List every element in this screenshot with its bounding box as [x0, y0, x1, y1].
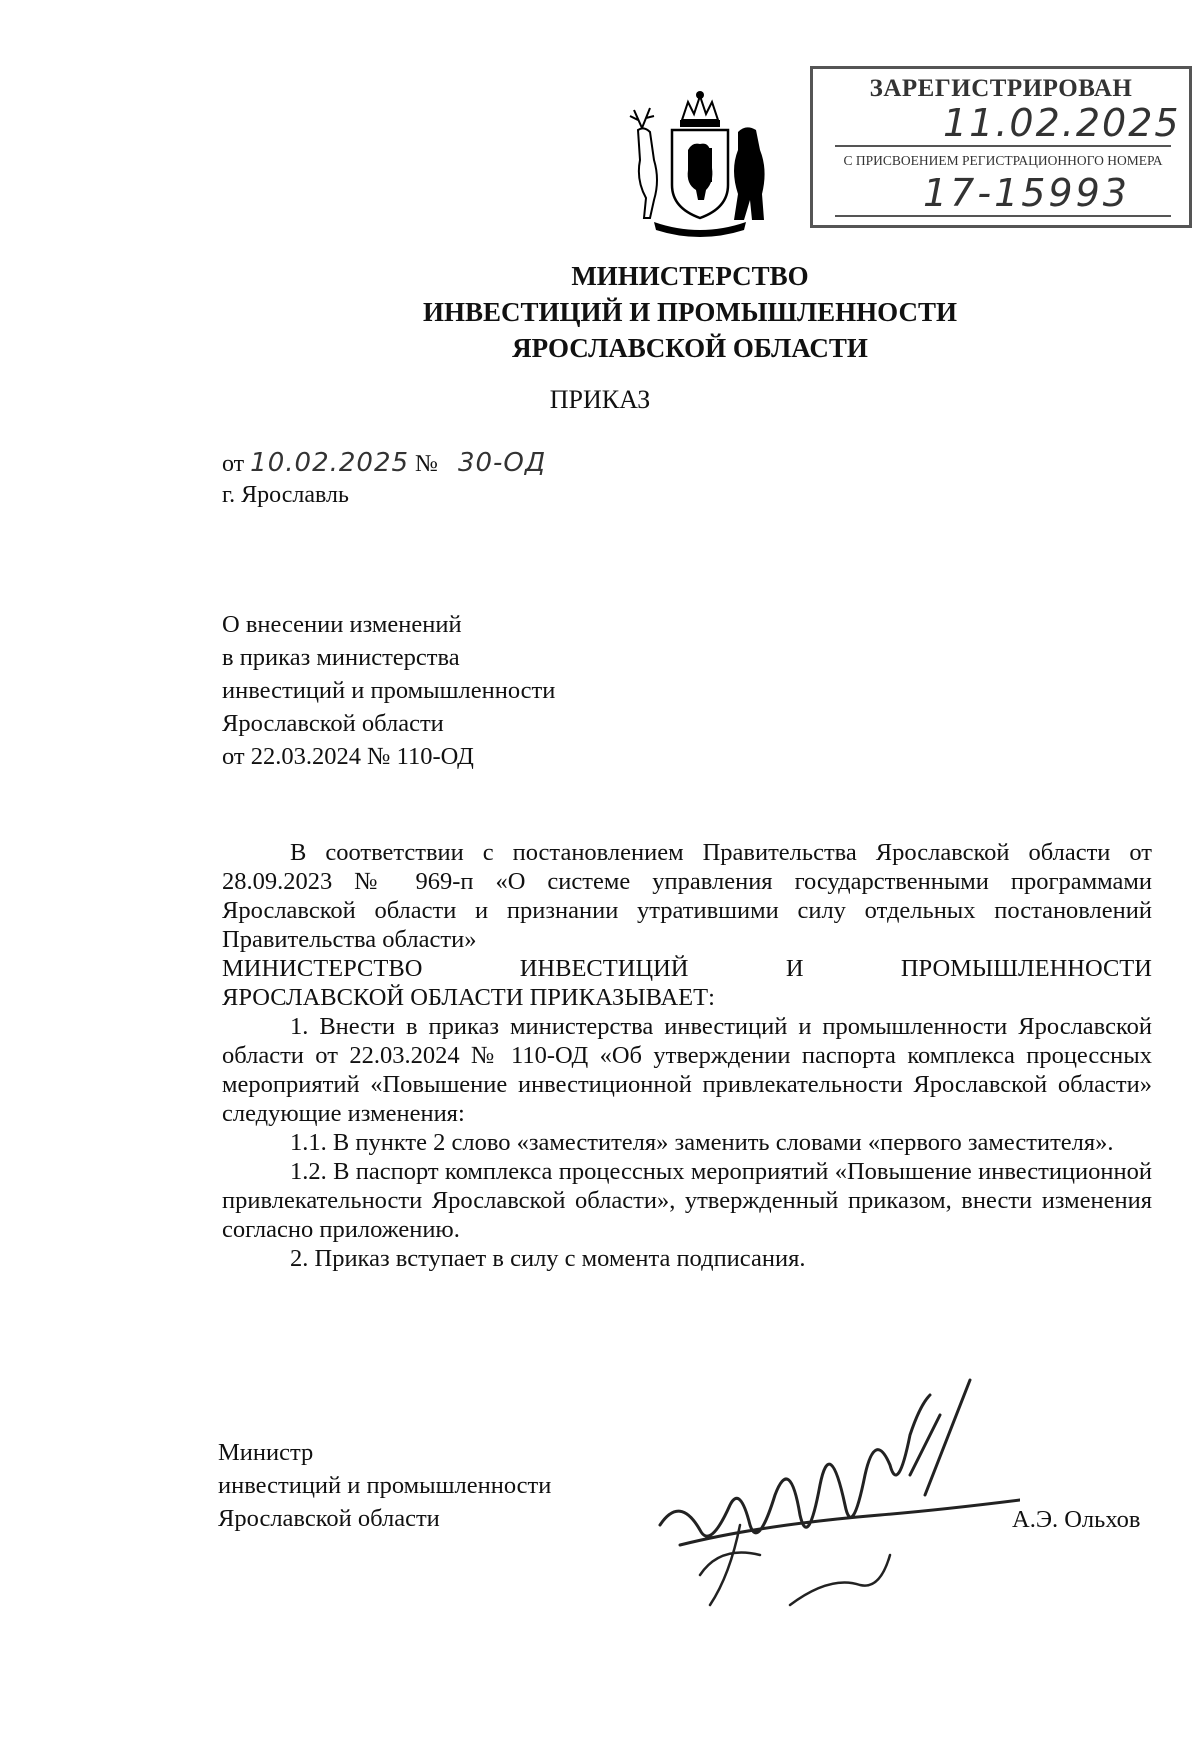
- stamp-divider: [835, 215, 1171, 217]
- subject-line: Ярославской области: [222, 710, 444, 737]
- stamp-number: 17-15993: [923, 171, 1130, 215]
- signatory-name: А.Э. Ольхов: [1012, 1506, 1141, 1533]
- body-intro: В соответствии с постановлением Правительства Ярославской области от 28.09.2023 № 969-п «О системе управления государственными программами Ярославской области и признании утратившими силу отдельных постановлений Правительства области»: [222, 839, 1152, 953]
- body-item-1: 1. Внести в приказ министерства инвестиций и промышленности Ярославской области от 22.03.2024 № 110-ОД «Об утверждении паспорта комплекса процессных мероприятий «Повышение инвестиционной привлекательности Ярославской области» следующие изменения:: [222, 1013, 1152, 1127]
- order-date: 10.02.2025: [250, 448, 410, 478]
- document-type: ПРИКАЗ: [549, 385, 651, 414]
- body-item-1-1: 1.1. В пункте 2 слово «заместителя» заменить словами «первого заместителя».: [290, 1129, 1114, 1156]
- from-label: от: [222, 451, 245, 477]
- order-number: 30-ОД: [457, 448, 547, 478]
- body-item-2: 2. Приказ вступает в силу с момента подписания.: [290, 1245, 806, 1272]
- order-subject: [222, 608, 555, 773]
- position-line: инвестиций и промышленности: [218, 1472, 552, 1499]
- subject-line: инвестиций и промышленности: [222, 677, 556, 704]
- header-line: МИНИСТЕРСТВО: [571, 261, 809, 291]
- order-date-number: [222, 448, 546, 478]
- position-line: Министр: [218, 1439, 314, 1466]
- caps-word: ПРОМЫШЛЕННОСТИ: [900, 955, 1152, 982]
- subject-line: от 22.03.2024 № 110-ОД: [222, 743, 474, 770]
- stamp-subtitle: С ПРИСВОЕНИЕМ РЕГИСТРАЦИОННОГО НОМЕРА: [843, 153, 1163, 168]
- registration-stamp: [810, 66, 1192, 228]
- stamp-title: ЗАРЕГИСТРИРОВАН: [869, 75, 1133, 102]
- body-caps-line2: ЯРОСЛАВСКОЙ ОБЛАСТИ ПРИКАЗЫВАЕТ:: [222, 984, 715, 1011]
- order-body: [222, 838, 1152, 1273]
- header-line: ЯРОСЛАВСКОЙ ОБЛАСТИ: [512, 333, 868, 363]
- stamp-divider: [835, 145, 1171, 147]
- subject-line: О внесении изменений: [222, 611, 462, 638]
- caps-word: ИНВЕСТИЦИЙ: [519, 955, 689, 982]
- handwritten-signature-icon: [640, 1375, 1020, 1635]
- position-line: Ярославской области: [218, 1505, 440, 1532]
- stamp-date: 11.02.2025: [943, 101, 1181, 145]
- signatory-position: [218, 1436, 551, 1535]
- body-item-1-2: 1.2. В паспорт комплекса процессных мероприятий «Повышение инвестиционной привлекательности Ярославской области», утвержденный приказом, внести изменения согласно приложению.: [222, 1158, 1152, 1243]
- number-label: №: [415, 451, 438, 477]
- subject-line: в приказ министерства: [222, 644, 460, 671]
- order-city: г. Ярославль: [222, 482, 349, 508]
- ministry-header: [300, 258, 1080, 366]
- body-caps-line: [222, 954, 1152, 983]
- caps-word: И: [785, 955, 804, 982]
- caps-word: МИНИСТЕРСТВО: [222, 955, 423, 982]
- coat-of-arms-icon: [620, 90, 780, 240]
- header-line: ИНВЕСТИЦИЙ И ПРОМЫШЛЕННОСТИ: [423, 297, 957, 327]
